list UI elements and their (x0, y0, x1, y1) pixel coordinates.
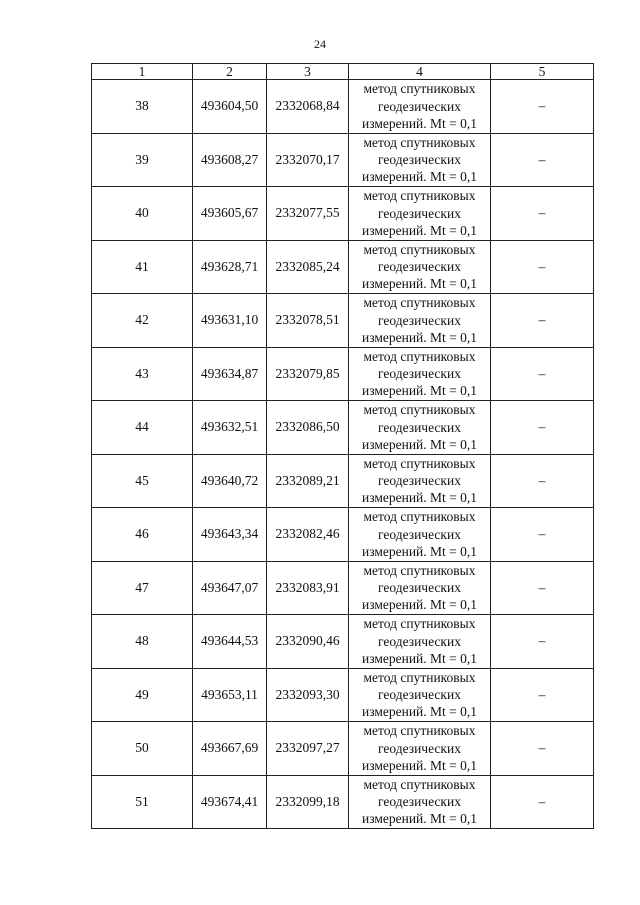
method-line: метод спутниковых (363, 188, 476, 204)
x-coordinate-cell: 493640,72 (193, 454, 267, 508)
point-number-cell: 45 (92, 454, 193, 508)
table-row (92, 240, 594, 294)
method-line: измерений. Mt = 0,1 (361, 757, 478, 773)
method-line: измерений. Mt = 0,1 (361, 811, 478, 827)
y-coordinate-cell: 2332078,51 (267, 294, 349, 348)
method-line: метод спутниковых (363, 241, 476, 257)
point-number-cell: 43 (92, 347, 193, 401)
y-coordinate-cell: 2332089,21 (267, 454, 349, 508)
method-cell (349, 80, 491, 134)
header-row (92, 64, 594, 80)
y-coordinate-cell: 2332068,84 (267, 80, 349, 134)
x-coordinate-cell: 493667,69 (193, 722, 267, 776)
note-cell: – (491, 401, 594, 455)
method-line: геодезических (378, 526, 461, 542)
method-line: геодезических (378, 419, 461, 435)
method-line: метод спутниковых (363, 562, 476, 578)
point-number-cell: 50 (92, 722, 193, 776)
method-cell (349, 722, 491, 776)
note-cell: – (491, 294, 594, 348)
note-cell: – (491, 454, 594, 508)
table-row (92, 668, 594, 722)
method-cell (349, 668, 491, 722)
method-line: метод спутниковых (363, 134, 476, 150)
note-cell: – (491, 615, 594, 669)
method-line: метод спутниковых (363, 509, 476, 525)
method-line: измерений. Mt = 0,1 (361, 490, 478, 506)
method-line: измерений. Mt = 0,1 (361, 597, 478, 613)
method-line: метод спутниковых (363, 402, 476, 418)
y-coordinate-cell: 2332083,91 (267, 561, 349, 615)
x-coordinate-cell: 493674,41 (193, 775, 267, 829)
point-number-cell: 49 (92, 668, 193, 722)
y-coordinate-cell: 2332079,85 (267, 347, 349, 401)
method-cell (349, 347, 491, 401)
method-line: измерений. Mt = 0,1 (361, 169, 478, 185)
point-number-cell: 38 (92, 80, 193, 134)
table-row (92, 722, 594, 776)
table-row (92, 133, 594, 187)
x-coordinate-cell: 493628,71 (193, 240, 267, 294)
page-number: 24 (314, 37, 326, 51)
y-coordinate-cell: 2332097,27 (267, 722, 349, 776)
method-line: измерений. Mt = 0,1 (361, 650, 478, 666)
method-cell (349, 561, 491, 615)
x-coordinate-cell: 493605,67 (193, 187, 267, 241)
header-cell-y: 3 (267, 64, 349, 80)
note-cell: – (491, 775, 594, 829)
note-cell: – (491, 80, 594, 134)
y-coordinate-cell: 2332082,46 (267, 508, 349, 562)
method-line: геодезических (378, 473, 461, 489)
method-line: геодезических (378, 633, 461, 649)
table-row (92, 775, 594, 829)
method-line: измерений. Mt = 0,1 (361, 383, 478, 399)
note-cell: – (491, 133, 594, 187)
point-number-cell: 51 (92, 775, 193, 829)
x-coordinate-cell: 493632,51 (193, 401, 267, 455)
method-line: метод спутниковых (363, 455, 476, 471)
method-line: измерений. Mt = 0,1 (361, 329, 478, 345)
coordinates-table (91, 63, 594, 829)
method-line: метод спутниковых (363, 81, 476, 97)
method-line: измерений. Mt = 0,1 (361, 276, 478, 292)
point-number-cell: 46 (92, 508, 193, 562)
method-line: метод спутниковых (363, 295, 476, 311)
point-number-cell: 48 (92, 615, 193, 669)
table-row (92, 454, 594, 508)
note-cell: – (491, 668, 594, 722)
x-coordinate-cell: 493647,07 (193, 561, 267, 615)
table-row (92, 615, 594, 669)
method-cell (349, 401, 491, 455)
x-coordinate-cell: 493631,10 (193, 294, 267, 348)
table-row (92, 187, 594, 241)
method-line: геодезических (378, 580, 461, 596)
method-line: измерений. Mt = 0,1 (361, 704, 478, 720)
method-line: метод спутниковых (363, 669, 476, 685)
table-row (92, 561, 594, 615)
method-line: геодезических (378, 312, 461, 328)
point-number-cell: 41 (92, 240, 193, 294)
method-line: измерений. Mt = 0,1 (361, 115, 478, 131)
y-coordinate-cell: 2332086,50 (267, 401, 349, 455)
method-cell (349, 508, 491, 562)
method-line: метод спутниковых (363, 776, 476, 792)
y-coordinate-cell: 2332090,46 (267, 615, 349, 669)
table-row (92, 508, 594, 562)
y-coordinate-cell: 2332077,55 (267, 187, 349, 241)
method-cell (349, 454, 491, 508)
note-cell: – (491, 187, 594, 241)
header-cell-note: 5 (491, 64, 594, 80)
point-number-cell: 44 (92, 401, 193, 455)
method-line: геодезических (378, 740, 461, 756)
method-cell (349, 615, 491, 669)
note-cell: – (491, 240, 594, 294)
method-line: геодезических (378, 259, 461, 275)
method-line: измерений. Mt = 0,1 (361, 436, 478, 452)
note-cell: – (491, 347, 594, 401)
note-cell: – (491, 722, 594, 776)
x-coordinate-cell: 493634,87 (193, 347, 267, 401)
note-cell: – (491, 561, 594, 615)
method-cell (349, 240, 491, 294)
method-cell (349, 775, 491, 829)
method-line: метод спутниковых (363, 616, 476, 632)
table-row (92, 294, 594, 348)
method-cell (349, 187, 491, 241)
x-coordinate-cell: 493608,27 (193, 133, 267, 187)
point-number-cell: 47 (92, 561, 193, 615)
table-body (92, 80, 594, 829)
method-line: геодезических (378, 687, 461, 703)
table-row (92, 401, 594, 455)
method-line: метод спутниковых (363, 348, 476, 364)
method-line: геодезических (378, 98, 461, 114)
method-line: геодезических (378, 366, 461, 382)
y-coordinate-cell: 2332099,18 (267, 775, 349, 829)
y-coordinate-cell: 2332093,30 (267, 668, 349, 722)
method-line: геодезических (378, 152, 461, 168)
note-cell: – (491, 508, 594, 562)
y-coordinate-cell: 2332070,17 (267, 133, 349, 187)
y-coordinate-cell: 2332085,24 (267, 240, 349, 294)
point-number-cell: 40 (92, 187, 193, 241)
x-coordinate-cell: 493653,11 (193, 668, 267, 722)
method-line: метод спутниковых (363, 723, 476, 739)
point-number-cell: 39 (92, 133, 193, 187)
method-line: геодезических (378, 205, 461, 221)
header-cell-point: 1 (92, 64, 193, 80)
method-line: измерений. Mt = 0,1 (361, 543, 478, 559)
method-cell (349, 133, 491, 187)
point-number-cell: 42 (92, 294, 193, 348)
header-cell-method: 4 (349, 64, 491, 80)
table-row (92, 347, 594, 401)
table-row (92, 80, 594, 134)
method-line: измерений. Mt = 0,1 (361, 222, 478, 238)
x-coordinate-cell: 493644,53 (193, 615, 267, 669)
x-coordinate-cell: 493604,50 (193, 80, 267, 134)
method-cell (349, 294, 491, 348)
method-line: геодезических (378, 794, 461, 810)
x-coordinate-cell: 493643,34 (193, 508, 267, 562)
header-cell-x: 2 (193, 64, 267, 80)
